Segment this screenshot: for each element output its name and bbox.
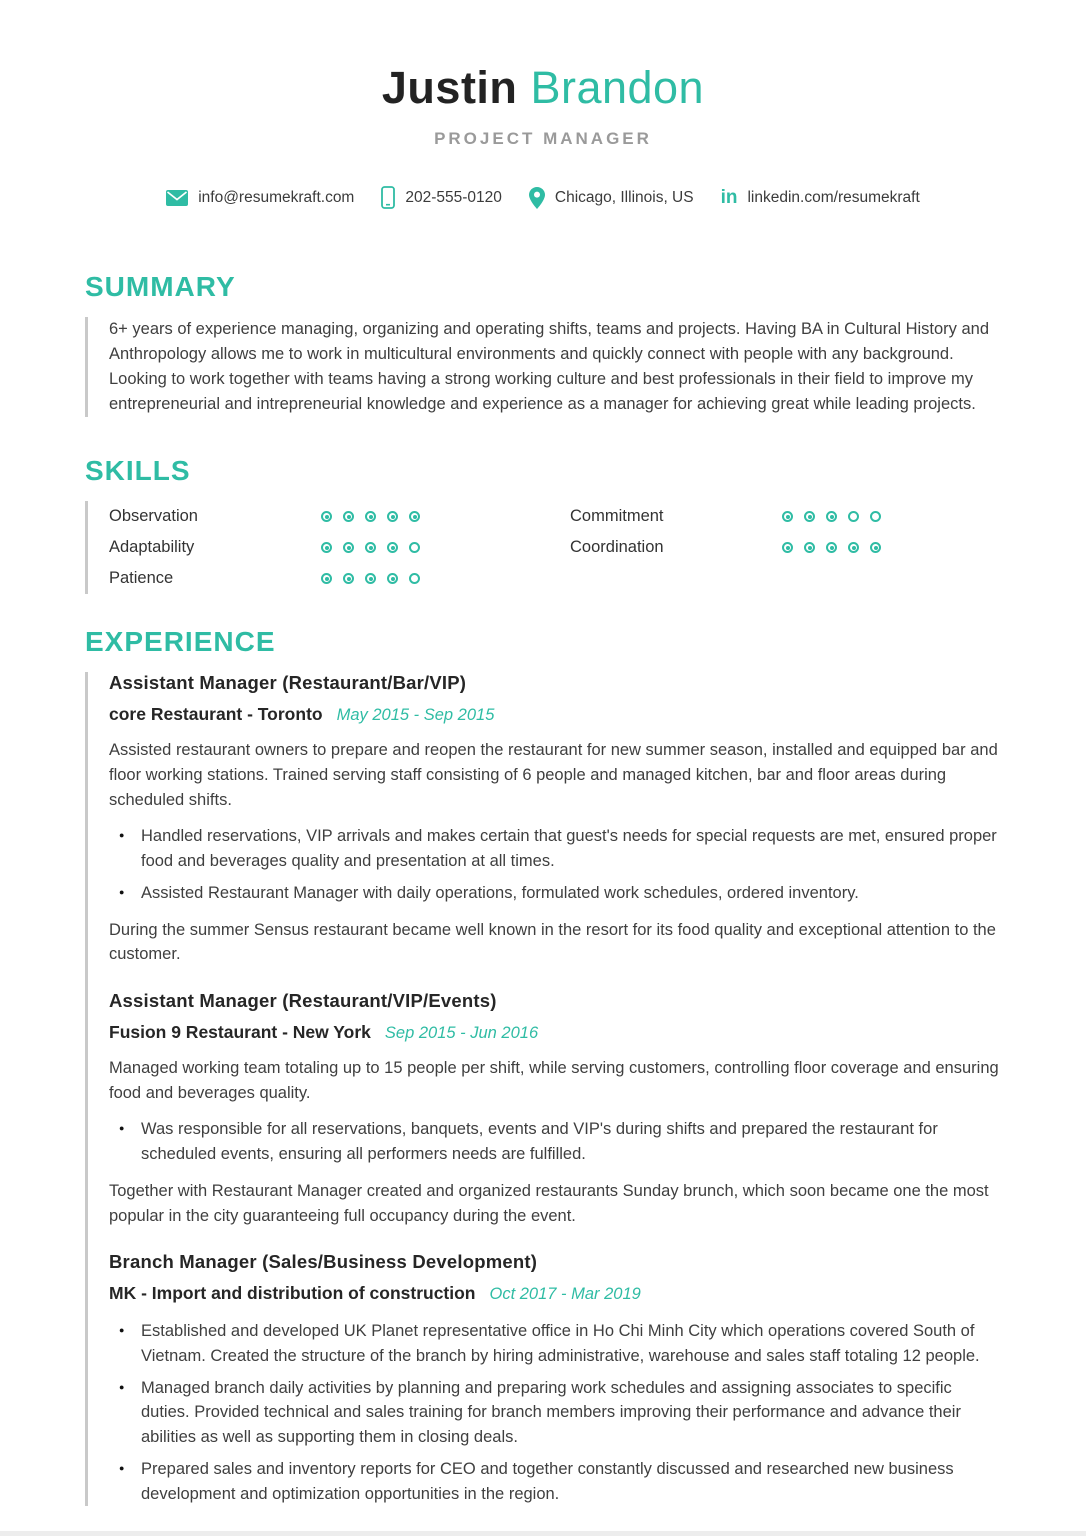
rating-dot-filled — [870, 542, 881, 553]
rating-dot-filled — [365, 511, 376, 522]
skill-label: Coordination — [570, 538, 664, 557]
job-company: Fusion 9 Restaurant - New York — [109, 1022, 371, 1043]
job-bullet: ● Handled reservations, VIP arrivals and makes certain that guest's needs for special requests are met, ensured proper food and beverages quality and presentation at all times. — [109, 824, 1001, 874]
job-bullet: ● Managed branch daily activities by planning and preparing work schedules and assigning associates to specific duties. Provided technical and sales training for branch members improving their performance and advance their abilities as well as supporting them in closing deals. — [109, 1376, 1001, 1450]
job-outro: Together with Restaurant Manager created and organized restaurants Sunday brunch, which soon became one the most popular in the city guaranteeing full occupancy during the event. — [109, 1181, 989, 1225]
smartphone-icon — [381, 186, 395, 209]
job-meta — [109, 701, 1001, 728]
job-bullet: ● Established and developed UK Planet representative office in Ho Chi Minh City which operations covered South of Vietnam. Created the structure of the branch by hiring administrative, warehouse and sales staff totaling 12 people. — [109, 1319, 1001, 1369]
job-title: Assistant Manager (Restaurant/Bar/VIP) — [109, 672, 467, 694]
skill-row — [109, 563, 540, 594]
job-entry — [109, 990, 1001, 1228]
job-dates: May 2015 - Sep 2015 — [336, 706, 495, 725]
phone-value: 202-555-0120 — [405, 188, 502, 206]
rating-dot-filled — [387, 573, 398, 584]
first-name: Justin — [381, 62, 518, 113]
rating-dot-filled — [387, 511, 398, 522]
skill-label: Adaptability — [109, 538, 195, 557]
rating-dot-filled — [321, 542, 332, 553]
rating-dot-filled — [365, 573, 376, 584]
job-bullet-list — [109, 824, 1001, 905]
rating-dot-filled — [321, 573, 332, 584]
job-outro: During the summer Sensus restaurant became well known in the resort for its food quality and exceptional attention to the customer. — [109, 920, 996, 964]
skills-grid — [85, 501, 1001, 594]
skill-row — [570, 532, 1001, 563]
job-meta — [109, 1280, 1001, 1307]
skill-rating — [782, 511, 881, 522]
job-company: core Restaurant - Toronto — [109, 704, 323, 725]
skills-column-right — [570, 501, 1001, 563]
job-entry — [109, 672, 1001, 967]
skill-row — [109, 532, 540, 563]
job-dates: Oct 2017 - Mar 2019 — [489, 1285, 641, 1304]
summary-text: 6+ years of experience managing, organizing and operating shifts, teams and projects. Having BA in Cultural History and Anthropology allows me to work in multicultural environments and quickly connect with people with any background. Looking to work together with teams having a strong working culture and best professionals in their field to improve my entrepreneurial and intrepreneurial knowledge and experience as a manager for achieving great while leading projects. — [109, 320, 990, 414]
skills-section — [85, 455, 1001, 594]
skill-rating — [321, 573, 420, 584]
skills-column-left — [109, 501, 540, 594]
rating-dot-empty — [409, 542, 420, 553]
candidate-job-title: PROJECT MANAGER — [434, 129, 652, 148]
rating-dot-empty — [848, 511, 859, 522]
job-entry — [109, 1251, 1001, 1506]
summary-heading: SUMMARY — [85, 271, 236, 302]
location-value: Chicago, Illinois, US — [554, 188, 694, 206]
last-name: Brandon — [530, 62, 705, 113]
rating-dot-filled — [782, 542, 793, 553]
job-meta — [109, 1019, 1001, 1046]
job-bullet: ● Prepared sales and inventory reports for CEO and together constantly discussed and researched new business development and optimization opportunities in the region. — [109, 1457, 1001, 1507]
skill-label: Commitment — [570, 507, 664, 526]
skill-rating — [321, 511, 420, 522]
job-title: Assistant Manager (Restaurant/VIP/Events) — [109, 990, 497, 1012]
rating-dot-filled — [848, 542, 859, 553]
skill-rating — [321, 542, 420, 553]
experience-body — [85, 672, 1001, 1506]
contact-linkedin — [721, 188, 920, 207]
summary-section — [85, 271, 1001, 417]
rating-dot-filled — [387, 542, 398, 553]
skills-heading: SKILLS — [85, 455, 191, 487]
job-bullet-list — [109, 1117, 1001, 1167]
rating-dot-filled — [804, 511, 815, 522]
rating-dot-filled — [321, 511, 332, 522]
job-bullet-list — [109, 1319, 1001, 1506]
rating-dot-filled — [409, 511, 420, 522]
rating-dot-filled — [826, 542, 837, 553]
rating-dot-filled — [782, 511, 793, 522]
job-dates: Sep 2015 - Jun 2016 — [384, 1024, 539, 1043]
summary-body — [85, 317, 1001, 417]
linkedin-in-icon: in — [720, 187, 738, 208]
experience-heading: EXPERIENCE — [85, 626, 276, 658]
job-bullet: ● Assisted Restaurant Manager with daily operations, formulated work schedules, ordered inventory. — [109, 881, 1001, 906]
rating-dot-filled — [826, 511, 837, 522]
skill-label: Observation — [109, 507, 198, 526]
email-value[interactable]: info@resumekraft.com — [198, 188, 355, 206]
rating-dot-filled — [804, 542, 815, 553]
rating-dot-filled — [343, 542, 354, 553]
job-intro: Managed working team totaling up to 15 people per shift, while serving customers, controlling floor coverage and ensuring food and beverages quality. — [109, 1058, 999, 1102]
contact-phone — [381, 186, 502, 209]
job-intro: Assisted restaurant owners to prepare and reopen the restaurant for new summer season, installed and equipped bar and floor working stations. Trained serving staff consisting of 6 people and managed kitchen, bar and floor areas during scheduled shifts. — [109, 741, 998, 809]
contact-email — [166, 189, 354, 207]
linkedin-value[interactable]: linkedin.com/resumekraft — [747, 188, 920, 206]
candidate-name — [85, 62, 1001, 114]
skill-label: Patience — [109, 569, 174, 588]
resume-header — [85, 62, 1001, 209]
rating-dot-empty — [409, 573, 420, 584]
rating-dot-filled — [365, 542, 376, 553]
job-company: MK - Import and distribution of construction — [109, 1283, 476, 1304]
skill-row — [109, 501, 540, 532]
rating-dot-filled — [343, 511, 354, 522]
contact-row — [85, 186, 1001, 209]
map-pin-icon — [529, 187, 545, 209]
rating-dot-filled — [343, 573, 354, 584]
experience-section — [85, 626, 1001, 1506]
job-title: Branch Manager (Sales/Business Development) — [109, 1251, 538, 1273]
envelope-icon — [166, 190, 188, 206]
rating-dot-empty — [870, 511, 881, 522]
page-bottom-edge — [0, 1531, 1086, 1536]
skill-rating — [782, 542, 881, 553]
contact-location — [529, 187, 694, 209]
job-bullet: ● Was responsible for all reservations, banquets, events and VIP's during shifts and prepared the restaurant for scheduled events, ensuring all performers needs are fulfilled. — [109, 1117, 1001, 1167]
skill-row — [570, 501, 1001, 532]
